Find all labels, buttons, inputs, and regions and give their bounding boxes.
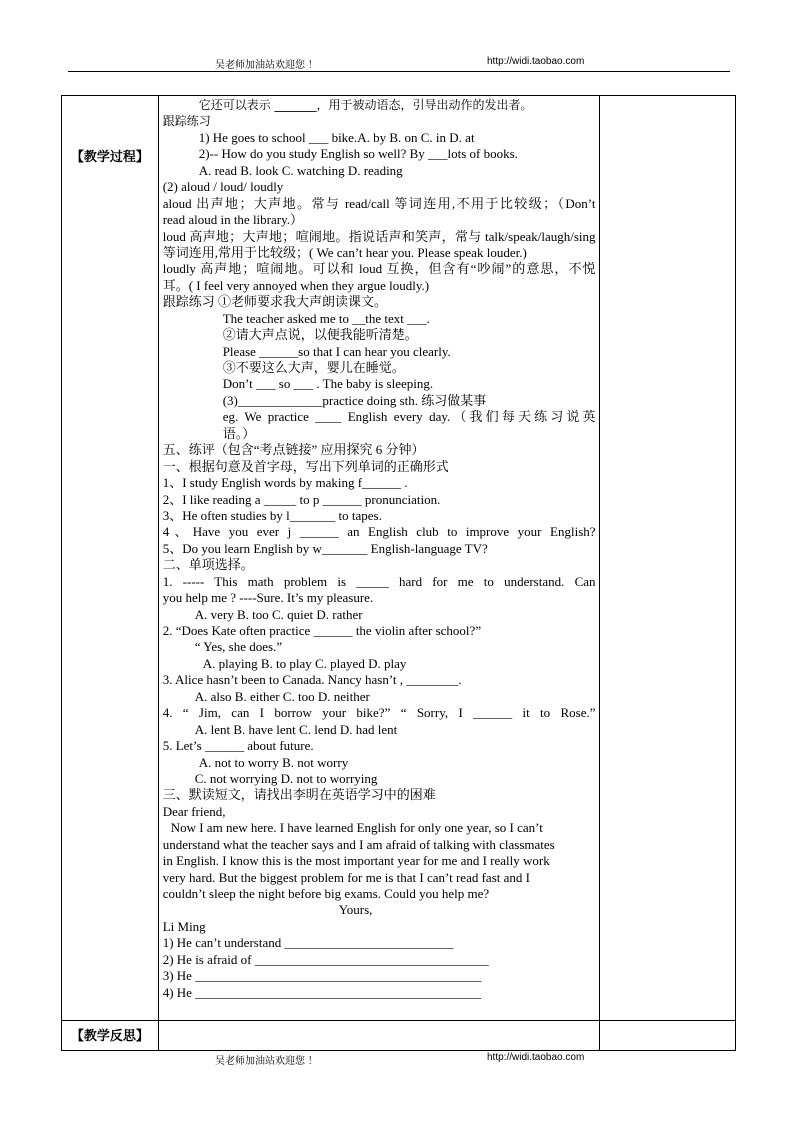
- content-line: A. also B. either C. too D. neither: [194, 688, 370, 704]
- header-left-text: 吴老师加油站欢迎您 ！: [215, 60, 318, 71]
- content-line: 2)-- How do you study English so well? By ___lots of books.: [198, 146, 518, 162]
- content-line: 耳。( I feel very annoyed when they argue loudly.): [162, 277, 430, 293]
- content-line: 2) He is afraid of ____________________________________: [162, 951, 489, 967]
- reflection-label: 【教学反思】: [70, 1029, 149, 1044]
- content-line: Dear friend,: [162, 803, 226, 819]
- process-notes-cell: [599, 96, 735, 1021]
- content-line: 4. “ Jim, can I borrow your bike?” “ Sorry, I ______ it to Rose.”: [162, 705, 596, 721]
- header-url: http://widi.taobao.com: [487, 56, 585, 67]
- content-line: ③不要这么大声，婴儿在睡觉。: [222, 360, 405, 375]
- content-line: 1. ----- This math problem is _____ hard for me to understand. Can: [162, 573, 596, 589]
- content-line: (3)_____________practice doing sth. 练习做某事: [222, 392, 487, 408]
- content-line: 5. Let’s ______ about future.: [162, 738, 314, 754]
- reflection-content-cell: [158, 1021, 599, 1051]
- content-line: 一、根据句意及首字母，写出下列单词的正确形式: [162, 458, 449, 474]
- reflection-label-cell: [62, 1021, 159, 1051]
- content-line: 五、练评（包含“考点链接” 应用探究 6 分钟）: [162, 442, 425, 458]
- content-line: eg. We practice ____ English every day.（我们每天练习说英: [222, 409, 596, 425]
- content-line: 跟踪练习: [162, 114, 211, 129]
- content-line: in English. I know this is the most important year for me and I really work: [162, 853, 550, 869]
- content-line: C. not worrying D. not to worrying: [194, 770, 378, 786]
- content-line: “ Yes, she does.”: [194, 639, 283, 655]
- process-label: 【教学过程】: [70, 150, 149, 165]
- footer-left-text: 吴老师加油站欢迎您 ！: [215, 1056, 318, 1067]
- process-label-cell: [62, 96, 159, 1021]
- content-line: Now I am new here. I have learned English for only one year, so I can’t: [170, 820, 543, 836]
- content-line: very hard. But the biggest problem for me is that I can’t read fast and I: [162, 869, 530, 885]
- content-line: 3) He ____________________________________________: [162, 968, 482, 984]
- footer-url: http://widi.taobao.com: [487, 1052, 585, 1063]
- content-line: 等词连用,常用于比较级；( We can’t hear you. Please speak louder.): [162, 244, 527, 260]
- content-line: 它还可以表示 _______，用于被动语态，引导出动作的发出者。: [198, 98, 533, 112]
- content-line: 二、单项选择。: [162, 557, 254, 573]
- content-line: you help me ? ----Sure. It’s my pleasure.: [162, 590, 374, 606]
- content-line: 2. “Does Kate often practice ______ the violin after school?”: [162, 623, 482, 638]
- content-line: 三、默读短文，请找出李明在英语学习中的困难: [162, 787, 436, 803]
- content-line: Don’t ___ so ___ . The baby is sleeping.: [222, 376, 434, 392]
- content-line: 1、I study English words by making f______ .: [162, 475, 408, 491]
- content-line: 2、I like reading a _____ to p ______ pronunciation.: [162, 491, 441, 507]
- content-line: (2) aloud / loud/ loudly: [162, 179, 284, 195]
- content-line: The teacher asked me to __the text ___.: [222, 310, 430, 326]
- content-line: A. playing B. to play C. played D. play: [202, 655, 407, 671]
- content-line: 4) He ____________________________________________: [162, 984, 482, 1000]
- content-line: loud 高声地；大声地；喧闹地。指说话声和笑声，常与 talk/speak/laugh/sing: [162, 228, 596, 244]
- content-line: loudly 高声地；喧闹地。可以和 loud 互换，但含有“吵闹”的意思，不悦: [162, 261, 596, 277]
- reflection-notes-cell: [599, 1021, 735, 1051]
- content-line: 语。）: [222, 425, 256, 441]
- content-line: 4、Have you ever j ______ an English club to improve your English?: [162, 524, 596, 540]
- content-line: A. lent B. have lent C. lend D. had lent: [194, 721, 398, 737]
- content-line: read aloud in the library.）: [162, 212, 304, 228]
- content-line: 1) He goes to school ___ bike.A. by B. on C. in D. at: [198, 129, 475, 145]
- content-line: 1) He can’t understand __________________________: [162, 935, 454, 951]
- content-line: A. read B. look C. watching D. reading: [198, 162, 403, 178]
- content-line: understand what the teacher says and I am afraid of talking with classmates: [162, 836, 555, 852]
- content-line: aloud 出声地；大声地。常与 read/call 等词连用,不用于比较级；（Don’t: [162, 195, 596, 211]
- process-content-cell: [158, 96, 599, 1021]
- content-line: A. not to worry B. not worry: [198, 754, 349, 770]
- process-content: [159, 96, 599, 1005]
- header-rule: [68, 71, 730, 72]
- content-line: ②请大声点说，以便我能听清楚。: [222, 327, 418, 343]
- content-line: 跟踪练习 ①老师要求我大声朗读课文。: [162, 294, 387, 310]
- content-line: A. very B. too C. quiet D. rather: [194, 606, 363, 622]
- content-line: couldn’t sleep the night before big exams. Could you help me?: [162, 886, 490, 901]
- content-line: 3、He often studies by l_______ to tapes.: [162, 507, 382, 523]
- content-line: Please ______so that I can hear you clearly.: [222, 343, 451, 359]
- content-line: 3. Alice hasn’t been to Canada. Nancy hasn’t , ________.: [162, 672, 462, 688]
- content-line: Yours,: [338, 902, 373, 918]
- content-line: Li Ming: [162, 918, 206, 934]
- content-line: 5、Do you learn English by w_______ English-language TV?: [162, 540, 488, 556]
- lesson-table: [61, 95, 736, 1051]
